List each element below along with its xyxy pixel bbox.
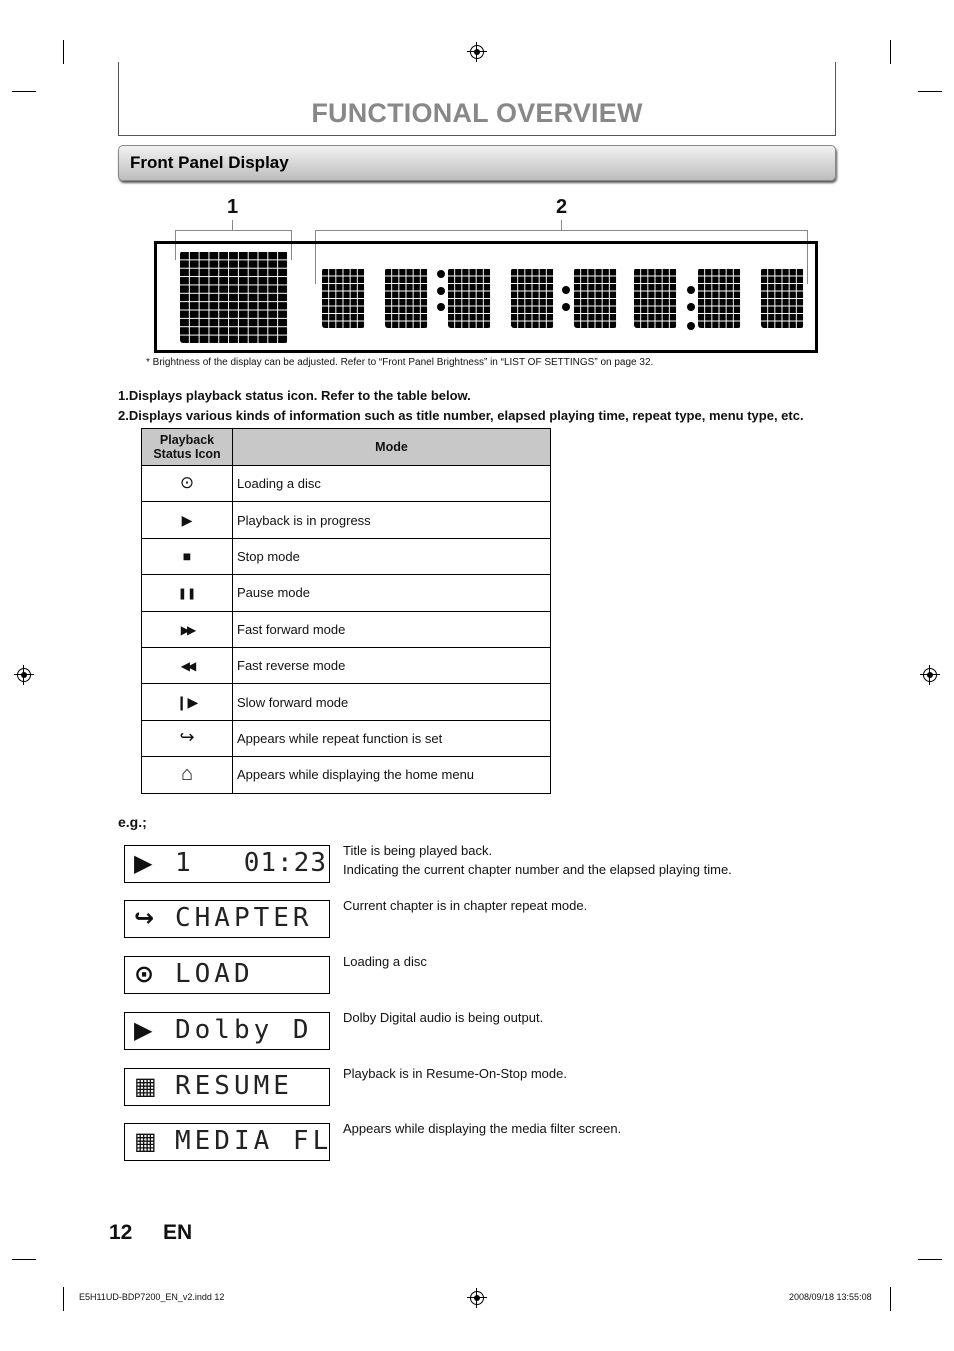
disc-loading-icon: ⊙	[179, 473, 195, 493]
example-description	[343, 1008, 543, 1027]
crop-mark	[890, 1287, 891, 1311]
colon-dot	[562, 286, 570, 294]
footer-timestamp: 2008/09/18 13:55:08	[789, 1292, 872, 1302]
header-status-icon: Playback Status Icon	[142, 429, 233, 466]
description-2: 2.Displays various kinds of information such as title number, elapsed playing time, repeat type, menu type, etc.	[118, 408, 804, 423]
mode-cell: Fast reverse mode	[233, 647, 551, 683]
status-icon-cell	[142, 720, 233, 756]
mode-cell: Pause mode	[233, 575, 551, 611]
pause-icon: ❚❚	[177, 587, 197, 600]
grid-block-icon: ▦	[134, 1128, 157, 1155]
display-text: 1	[175, 848, 195, 878]
display-example	[124, 1123, 333, 1161]
status-icon-cell	[142, 611, 233, 647]
callout-label-1: 1	[227, 196, 239, 218]
crop-mark	[12, 1259, 36, 1260]
display-text: LOAD	[175, 959, 254, 989]
home-icon: ⌂	[180, 762, 194, 785]
table-row	[142, 757, 551, 793]
section-header	[118, 145, 836, 181]
table-row	[142, 538, 551, 574]
registration-mark-icon	[923, 668, 937, 682]
display-example	[124, 1012, 330, 1050]
colon-dot	[687, 286, 695, 294]
status-icon-cell	[142, 757, 233, 793]
crop-mark	[890, 40, 891, 64]
colon-dot	[562, 303, 570, 311]
page-title: FUNCTIONAL OVERVIEW	[311, 98, 643, 128]
grid-block-icon: ▦	[134, 1073, 157, 1100]
example-description	[343, 841, 732, 879]
crop-mark	[918, 1259, 942, 1260]
table-row	[142, 647, 551, 683]
crop-mark	[63, 1287, 64, 1311]
example-description-line: Title is being played back.	[343, 843, 493, 858]
character-matrix-3	[448, 268, 491, 328]
crop-mark	[918, 91, 942, 92]
stop-icon: ■	[182, 547, 192, 564]
registration-mark-icon	[17, 668, 31, 682]
colon-dot	[437, 270, 445, 278]
example-description-line: Current chapter is in chapter repeat mode.	[343, 898, 588, 913]
repeat-icon: ↪	[134, 905, 155, 932]
crop-mark	[63, 40, 64, 64]
status-icon-cell	[142, 647, 233, 683]
play-icon: ▶	[134, 1017, 153, 1044]
example-description	[343, 1119, 621, 1138]
mode-cell: Appears while repeat function is set	[233, 720, 551, 756]
display-text: Dolby D	[175, 1015, 313, 1045]
page-language: EN	[163, 1221, 193, 1244]
example-description	[343, 952, 427, 971]
brightness-note: * Brightness of the display can be adjusted. Refer to “Front Panel Brightness” in “LIST OF SETTINGS” on page 32.	[146, 357, 654, 368]
example-description-line: Playback is in Resume-On-Stop mode.	[343, 1066, 567, 1081]
table-row	[142, 684, 551, 720]
table-row	[142, 720, 551, 756]
registration-mark-icon	[470, 1291, 484, 1305]
display-example	[124, 900, 330, 938]
crop-mark	[12, 91, 36, 92]
display-text: CHAPTER	[175, 903, 313, 933]
character-matrix-5	[574, 268, 617, 328]
status-icon-cell	[142, 502, 233, 538]
example-description	[343, 896, 587, 915]
display-time: 01:23	[243, 848, 327, 878]
status-icon-cell	[142, 466, 233, 502]
colon-dot	[687, 303, 695, 311]
display-example	[124, 956, 330, 994]
mode-cell: Playback is in progress	[233, 502, 551, 538]
example-description-line: Appears while displaying the media filter screen.	[343, 1121, 622, 1136]
mode-cell: Slow forward mode	[233, 684, 551, 720]
callout-line	[232, 220, 233, 230]
play-icon: ▶	[181, 511, 193, 528]
disc-loading-icon: ⊙	[134, 961, 155, 988]
fast-reverse-icon: ◀◀	[180, 659, 194, 674]
display-text: RESUME	[175, 1071, 293, 1101]
character-matrix-7	[698, 268, 741, 328]
table-row	[142, 466, 551, 502]
table-row	[142, 502, 551, 538]
character-matrix-4	[511, 268, 554, 328]
mode-cell: Loading a disc	[233, 466, 551, 502]
character-matrix-8	[761, 268, 804, 328]
page-number: 12	[109, 1221, 133, 1244]
description-1: 1.Displays playback status icon. Refer to the table below.	[118, 388, 471, 403]
display-text: MEDIA FL	[175, 1126, 333, 1156]
character-matrix-2	[385, 268, 428, 328]
fast-forward-icon: ▶▶	[180, 622, 194, 637]
table-row	[142, 575, 551, 611]
mode-cell: Stop mode	[233, 538, 551, 574]
callout-line	[561, 220, 562, 230]
colon-dot	[687, 322, 695, 330]
character-matrix-1	[322, 268, 365, 328]
mode-cell: Appears while displaying the home menu	[233, 757, 551, 793]
header-mode: Mode	[233, 429, 551, 466]
registration-mark-icon	[470, 45, 484, 59]
example-description-line: Indicating the current chapter number and the elapsed playing time.	[343, 862, 732, 877]
status-icon-matrix	[180, 251, 288, 343]
footer-filename: E5H11UD-BDP7200_EN_v2.indd 12	[79, 1292, 225, 1302]
table-row	[142, 611, 551, 647]
example-description-line: Dolby Digital audio is being output.	[343, 1010, 544, 1025]
colon-dot	[437, 303, 445, 311]
colon-dot	[437, 287, 445, 295]
playback-status-table	[141, 428, 551, 794]
examples-label: e.g.;	[118, 814, 147, 830]
example-description	[343, 1064, 567, 1083]
repeat-icon: ↪	[179, 727, 195, 748]
character-matrix-6	[634, 268, 677, 328]
play-icon: ▶	[134, 850, 153, 877]
slow-forward-icon: ❙▶	[175, 693, 199, 710]
section-title: Front Panel Display	[130, 153, 289, 172]
display-example	[124, 1068, 330, 1106]
example-description-line: Loading a disc	[343, 954, 427, 969]
status-icon-cell	[142, 575, 233, 611]
callout-label-2: 2	[556, 196, 568, 218]
status-icon-cell	[142, 684, 233, 720]
status-icon-cell	[142, 538, 233, 574]
mode-cell: Fast forward mode	[233, 611, 551, 647]
display-example	[124, 845, 330, 883]
